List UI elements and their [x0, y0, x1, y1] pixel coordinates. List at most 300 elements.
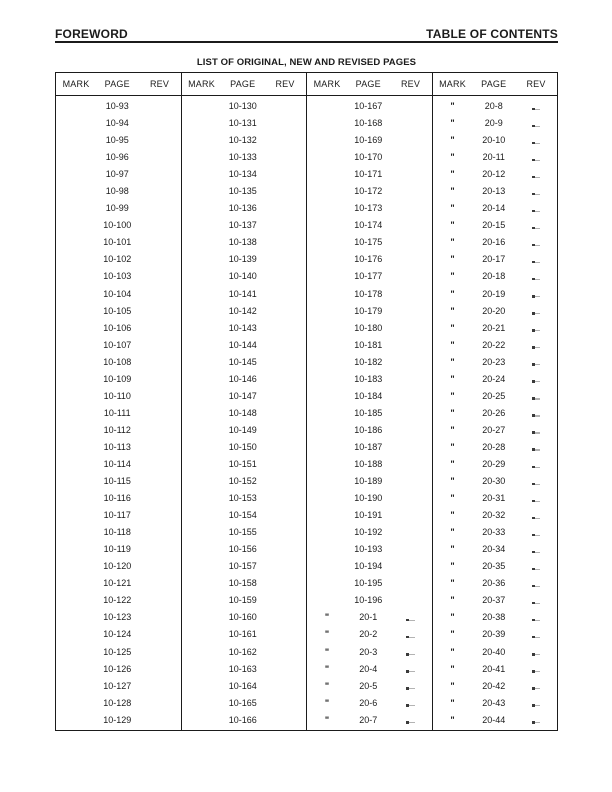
page-cell: 10-136	[228, 203, 257, 214]
table-row	[182, 695, 307, 712]
revision-mark-icon	[532, 584, 541, 588]
revision-mark-icon	[532, 533, 541, 537]
table-row	[433, 251, 558, 268]
page-cell: 20-12	[482, 169, 506, 180]
table-row	[433, 320, 558, 337]
table-row	[307, 251, 432, 268]
column-header-rev: REV	[275, 79, 295, 89]
table-row	[182, 337, 307, 354]
table-row	[182, 575, 307, 592]
mark-cell: "	[450, 237, 455, 248]
page-cell: 10-119	[103, 544, 131, 555]
mark-cell: "	[324, 663, 330, 674]
rev-cell	[515, 290, 557, 299]
rev-cell	[390, 648, 432, 657]
page-cell: 10-117	[103, 510, 131, 521]
revision-mark-icon	[532, 175, 541, 179]
table-row	[307, 337, 432, 354]
rev-cell	[515, 682, 557, 691]
table-row	[56, 609, 181, 626]
rev-cell	[515, 136, 557, 145]
page-cell: 20-1	[359, 612, 378, 623]
table-row	[307, 234, 432, 251]
table-row	[307, 609, 432, 626]
page-cell: 10-186	[354, 424, 383, 435]
table-row	[56, 268, 181, 285]
rev-cell	[515, 579, 557, 588]
rev-cell	[515, 392, 557, 401]
page-cell: 10-145	[228, 356, 257, 367]
column-header-page: PAGE	[355, 79, 381, 89]
page-cell: 20-21	[482, 322, 506, 333]
table-row	[56, 337, 181, 354]
revision-mark-icon	[532, 141, 541, 145]
page-cell: 20-18	[482, 271, 506, 282]
page-cell: 10-158	[228, 578, 257, 589]
table-row	[182, 183, 307, 200]
page-cell: 20-22	[482, 339, 506, 350]
page-cell: 10-103	[103, 271, 132, 282]
table-row	[433, 183, 558, 200]
table-row	[56, 132, 181, 149]
table-row	[433, 98, 558, 115]
table-row	[182, 354, 307, 371]
mark-cell: "	[450, 697, 455, 708]
table-row	[56, 286, 181, 303]
table-row	[56, 695, 181, 712]
column-header-page: PAGE	[104, 79, 130, 89]
table-row	[56, 541, 181, 558]
table-row	[56, 166, 181, 183]
table-row	[182, 286, 307, 303]
table-row	[307, 115, 432, 132]
mark-cell: "	[450, 493, 455, 504]
rev-cell	[515, 443, 557, 452]
table-row	[182, 98, 307, 115]
rev-cell	[390, 716, 432, 725]
page-cell: 10-132	[228, 135, 257, 146]
mark-cell: "	[450, 561, 455, 572]
revision-mark-icon	[532, 704, 541, 708]
rev-cell	[515, 511, 557, 520]
mark-cell: "	[450, 476, 455, 487]
page-cell: 10-167	[354, 101, 383, 112]
table-row	[182, 712, 307, 729]
mark-cell: "	[324, 646, 330, 657]
table-row	[307, 166, 432, 183]
revision-mark-icon	[532, 618, 541, 622]
page-cell: 10-123	[103, 612, 132, 623]
page-cell: 10-173	[354, 203, 383, 214]
revision-mark-icon	[532, 721, 541, 725]
table-row	[433, 371, 558, 388]
table-row	[433, 166, 558, 183]
table-row	[182, 592, 307, 609]
revision-mark-icon	[532, 295, 541, 299]
table-row	[433, 354, 558, 371]
page-cell: 10-152	[228, 476, 257, 487]
page-cell: 10-179	[354, 305, 383, 316]
table-row	[433, 661, 558, 678]
revision-mark-icon	[532, 226, 541, 230]
page-cell: 10-134	[228, 169, 257, 180]
revision-mark-icon	[532, 329, 541, 333]
mark-cell: "	[324, 629, 330, 640]
table-row	[56, 626, 181, 643]
revision-mark-icon	[532, 448, 541, 452]
table-row	[307, 592, 432, 609]
table-row	[56, 303, 181, 320]
page-cell: 10-122	[103, 595, 132, 606]
page-cell: 10-178	[354, 288, 383, 299]
mark-cell: "	[450, 595, 455, 606]
page-cell: 20-14	[482, 203, 506, 214]
table-row	[433, 712, 558, 729]
table-row	[182, 251, 307, 268]
table-row	[433, 303, 558, 320]
rev-cell	[390, 613, 432, 622]
table-row	[307, 98, 432, 115]
table-row	[56, 354, 181, 371]
table-row	[182, 320, 307, 337]
mark-cell: "	[450, 544, 455, 555]
page-cell: 20-17	[482, 254, 506, 265]
table-row	[182, 388, 307, 405]
revision-mark-icon	[532, 516, 541, 520]
table-row	[307, 217, 432, 234]
rev-cell	[515, 358, 557, 367]
table-row	[433, 626, 558, 643]
table-row	[433, 695, 558, 712]
header-left-title: FOREWORD	[55, 27, 128, 41]
table-group-1	[56, 73, 182, 730]
rev-cell	[390, 665, 432, 674]
table-row	[307, 456, 432, 473]
page-cell: 10-104	[103, 288, 132, 299]
page-cell: 20-37	[482, 595, 506, 606]
mark-cell: "	[450, 288, 455, 299]
page-cell: 10-120	[103, 561, 132, 572]
page-cell: 10-196	[354, 595, 383, 606]
rev-cell	[515, 528, 557, 537]
page-cell: 20-31	[482, 493, 506, 504]
revision-mark-icon	[532, 124, 541, 128]
mark-cell: "	[450, 305, 455, 316]
page-cell: 10-138	[228, 237, 257, 248]
revision-pages-table	[55, 72, 558, 731]
rev-cell	[515, 238, 557, 247]
table-row	[182, 217, 307, 234]
table-row	[307, 200, 432, 217]
page-cell: 10-177	[354, 271, 383, 282]
table-row	[56, 217, 181, 234]
page-cell: 10-124	[103, 629, 132, 640]
revision-mark-icon	[532, 107, 541, 111]
rev-cell	[515, 630, 557, 639]
mark-cell: "	[450, 101, 455, 112]
page-cell: 20-29	[482, 459, 506, 469]
page-cell: 10-140	[228, 271, 257, 282]
page-cell: 10-174	[354, 220, 383, 231]
page-cell: 20-6	[359, 697, 378, 708]
revision-mark-icon	[532, 380, 541, 384]
page-cell: 10-133	[228, 152, 257, 163]
rev-cell	[515, 596, 557, 605]
table-row	[433, 149, 558, 166]
page-cell: 10-161	[228, 629, 257, 640]
mark-cell: "	[450, 118, 455, 129]
mark-cell: "	[450, 339, 455, 350]
table-row	[307, 644, 432, 661]
rev-cell	[515, 307, 557, 316]
table-row	[307, 439, 432, 456]
table-row	[433, 507, 558, 524]
table-row	[307, 524, 432, 541]
page-cell: 10-169	[354, 135, 383, 146]
table-row	[433, 541, 558, 558]
page-cell: 10-137	[228, 220, 257, 231]
table-row	[307, 541, 432, 558]
rev-cell	[515, 409, 557, 418]
table-row	[307, 695, 432, 712]
revision-mark-icon	[532, 601, 541, 605]
page-cell: 20-5	[359, 680, 378, 691]
page-cell: 10-105	[103, 305, 132, 316]
page-cell: 20-28	[482, 441, 506, 452]
revision-mark-icon	[532, 243, 541, 247]
page-cell: 20-15	[482, 220, 506, 231]
page-cell: 10-106	[103, 322, 132, 333]
table-row	[182, 524, 307, 541]
page-cell: 10-182	[354, 356, 383, 367]
rev-cell	[515, 170, 557, 179]
revision-mark-icon	[532, 158, 541, 162]
table-row	[56, 661, 181, 678]
page-cell: 10-139	[228, 254, 257, 265]
mark-cell: "	[450, 322, 455, 333]
page-cell: 10-189	[354, 476, 383, 487]
page-cell: 20-44	[482, 714, 506, 725]
revision-mark-icon	[532, 312, 541, 316]
page-cell: 20-13	[482, 186, 506, 197]
table-row	[433, 115, 558, 132]
revision-mark-icon	[532, 363, 541, 367]
page-cell: 20-25	[482, 390, 506, 401]
table-row	[56, 98, 181, 115]
table-header-row	[307, 73, 432, 96]
table-row	[307, 473, 432, 490]
table-row	[433, 422, 558, 439]
rev-cell	[515, 119, 557, 128]
table-row	[56, 575, 181, 592]
revision-mark-icon	[532, 482, 541, 486]
table-row	[182, 558, 307, 575]
table-row	[433, 268, 558, 285]
page-cell: 10-95	[105, 135, 129, 146]
page-cell: 20-16	[482, 237, 506, 248]
page-cell: 10-163	[228, 663, 257, 674]
revision-mark-icon	[532, 192, 541, 196]
page-cell: 10-128	[103, 697, 132, 708]
page-cell: 20-26	[482, 407, 506, 418]
table-row	[307, 507, 432, 524]
page-cell: 20-8	[484, 101, 503, 112]
page-cell: 20-35	[482, 561, 506, 572]
table-row	[307, 661, 432, 678]
revision-mark-icon	[532, 260, 541, 264]
table-row	[56, 490, 181, 507]
table-row	[56, 712, 181, 729]
table-row	[433, 592, 558, 609]
page-cell: 10-100	[103, 220, 132, 231]
page-cell: 10-181	[354, 339, 383, 350]
page-cell: 20-43	[482, 697, 506, 708]
table-row	[433, 678, 558, 695]
page-cell: 20-39	[482, 629, 506, 640]
page-cell: 10-160	[228, 612, 257, 623]
page-cell: 10-193	[354, 544, 383, 555]
table-row	[56, 558, 181, 575]
table-row	[433, 200, 558, 217]
table-row	[182, 490, 307, 507]
page-cell: 10-155	[228, 527, 257, 538]
table-row	[433, 575, 558, 592]
revision-mark-icon	[532, 277, 541, 281]
table-title: LIST OF ORIGINAL, NEW AND REVISED PAGES	[196, 57, 417, 68]
page-cell: 10-131	[228, 118, 257, 129]
table-row	[307, 320, 432, 337]
table-row	[56, 200, 181, 217]
table-row	[56, 524, 181, 541]
table-body	[307, 96, 432, 730]
table-row	[307, 132, 432, 149]
table-row	[433, 439, 558, 456]
page-cell: 10-156	[228, 544, 257, 555]
table-row	[182, 626, 307, 643]
table-row	[182, 200, 307, 217]
page-cell: 20-23	[482, 356, 506, 367]
rev-cell	[515, 324, 557, 333]
table-row	[182, 422, 307, 439]
table-row	[182, 678, 307, 695]
page-cell: 10-153	[228, 493, 257, 504]
mark-cell: "	[450, 203, 455, 214]
rev-cell	[390, 630, 432, 639]
table-group-3	[307, 73, 433, 730]
page-cell: 10-113	[103, 441, 131, 452]
page-cell: 10-176	[354, 254, 383, 265]
revision-mark-icon	[532, 653, 541, 657]
table-row	[56, 456, 181, 473]
page-cell: 10-96	[105, 152, 129, 163]
page-cell: 20-42	[482, 680, 506, 691]
revision-mark-icon	[532, 431, 541, 435]
page-cell: 10-108	[103, 356, 132, 367]
table-row	[433, 388, 558, 405]
table-row	[56, 183, 181, 200]
page-cell: 10-130	[228, 101, 257, 112]
revision-mark-icon	[532, 550, 541, 554]
table-row	[56, 115, 181, 132]
mark-cell: "	[324, 697, 330, 708]
rev-cell	[515, 716, 557, 725]
page-cell: 20-10	[482, 135, 506, 146]
page-cell: 10-164	[228, 680, 257, 691]
rev-cell	[515, 341, 557, 350]
table-row	[182, 149, 307, 166]
page-cell: 10-151	[228, 459, 257, 469]
table-row	[182, 644, 307, 661]
table-row	[56, 422, 181, 439]
column-header-page: PAGE	[230, 79, 256, 89]
table-row	[56, 507, 181, 524]
page-cell: 10-127	[103, 680, 132, 691]
table-row	[182, 473, 307, 490]
table-row	[307, 575, 432, 592]
page-cell: 10-165	[228, 697, 257, 708]
page-cell: 10-97	[105, 169, 129, 180]
table-row	[307, 490, 432, 507]
revision-mark-icon	[532, 414, 541, 418]
mark-cell: "	[450, 390, 455, 401]
table-header-row	[433, 73, 558, 96]
page-cell: 10-184	[354, 390, 383, 401]
table-row	[56, 371, 181, 388]
rev-cell	[515, 204, 557, 213]
table-row	[433, 490, 558, 507]
revision-mark-icon	[532, 635, 541, 639]
page-cell: 10-192	[354, 527, 383, 538]
mark-cell: "	[450, 510, 455, 521]
table-row	[182, 234, 307, 251]
table-row	[182, 166, 307, 183]
table-row	[182, 303, 307, 320]
revision-mark-icon	[406, 670, 415, 674]
rev-cell	[515, 102, 557, 111]
page-cell: 10-142	[228, 305, 257, 316]
page-cell: 20-32	[482, 510, 506, 521]
page-cell: 10-101	[103, 237, 132, 248]
page-cell: 10-154	[228, 510, 257, 521]
page-cell: 10-102	[103, 254, 132, 265]
rev-cell	[515, 477, 557, 486]
table-group-4	[433, 73, 558, 730]
table-row	[433, 473, 558, 490]
page-cell: 10-129	[103, 714, 132, 725]
table-row	[433, 234, 558, 251]
revision-mark-icon	[406, 653, 415, 657]
table-row	[56, 251, 181, 268]
running-header	[55, 27, 558, 41]
header-right-title: TABLE OF CONTENTS	[426, 27, 558, 41]
page-cell: 10-147	[228, 390, 257, 401]
mark-cell: "	[324, 612, 330, 623]
page-cell: 10-168	[354, 118, 383, 129]
table-row	[307, 405, 432, 422]
mark-cell: "	[450, 373, 455, 384]
table-row	[182, 456, 307, 473]
page-cell: 10-143	[228, 322, 257, 333]
page-cell: 20-3	[359, 646, 378, 657]
rev-cell	[515, 460, 557, 469]
mark-cell: "	[450, 356, 455, 367]
revision-mark-icon	[406, 687, 415, 691]
revision-mark-icon	[406, 704, 415, 708]
table-row	[56, 473, 181, 490]
mark-cell: "	[450, 135, 455, 146]
table-header-row	[56, 73, 181, 96]
rev-cell	[390, 699, 432, 708]
